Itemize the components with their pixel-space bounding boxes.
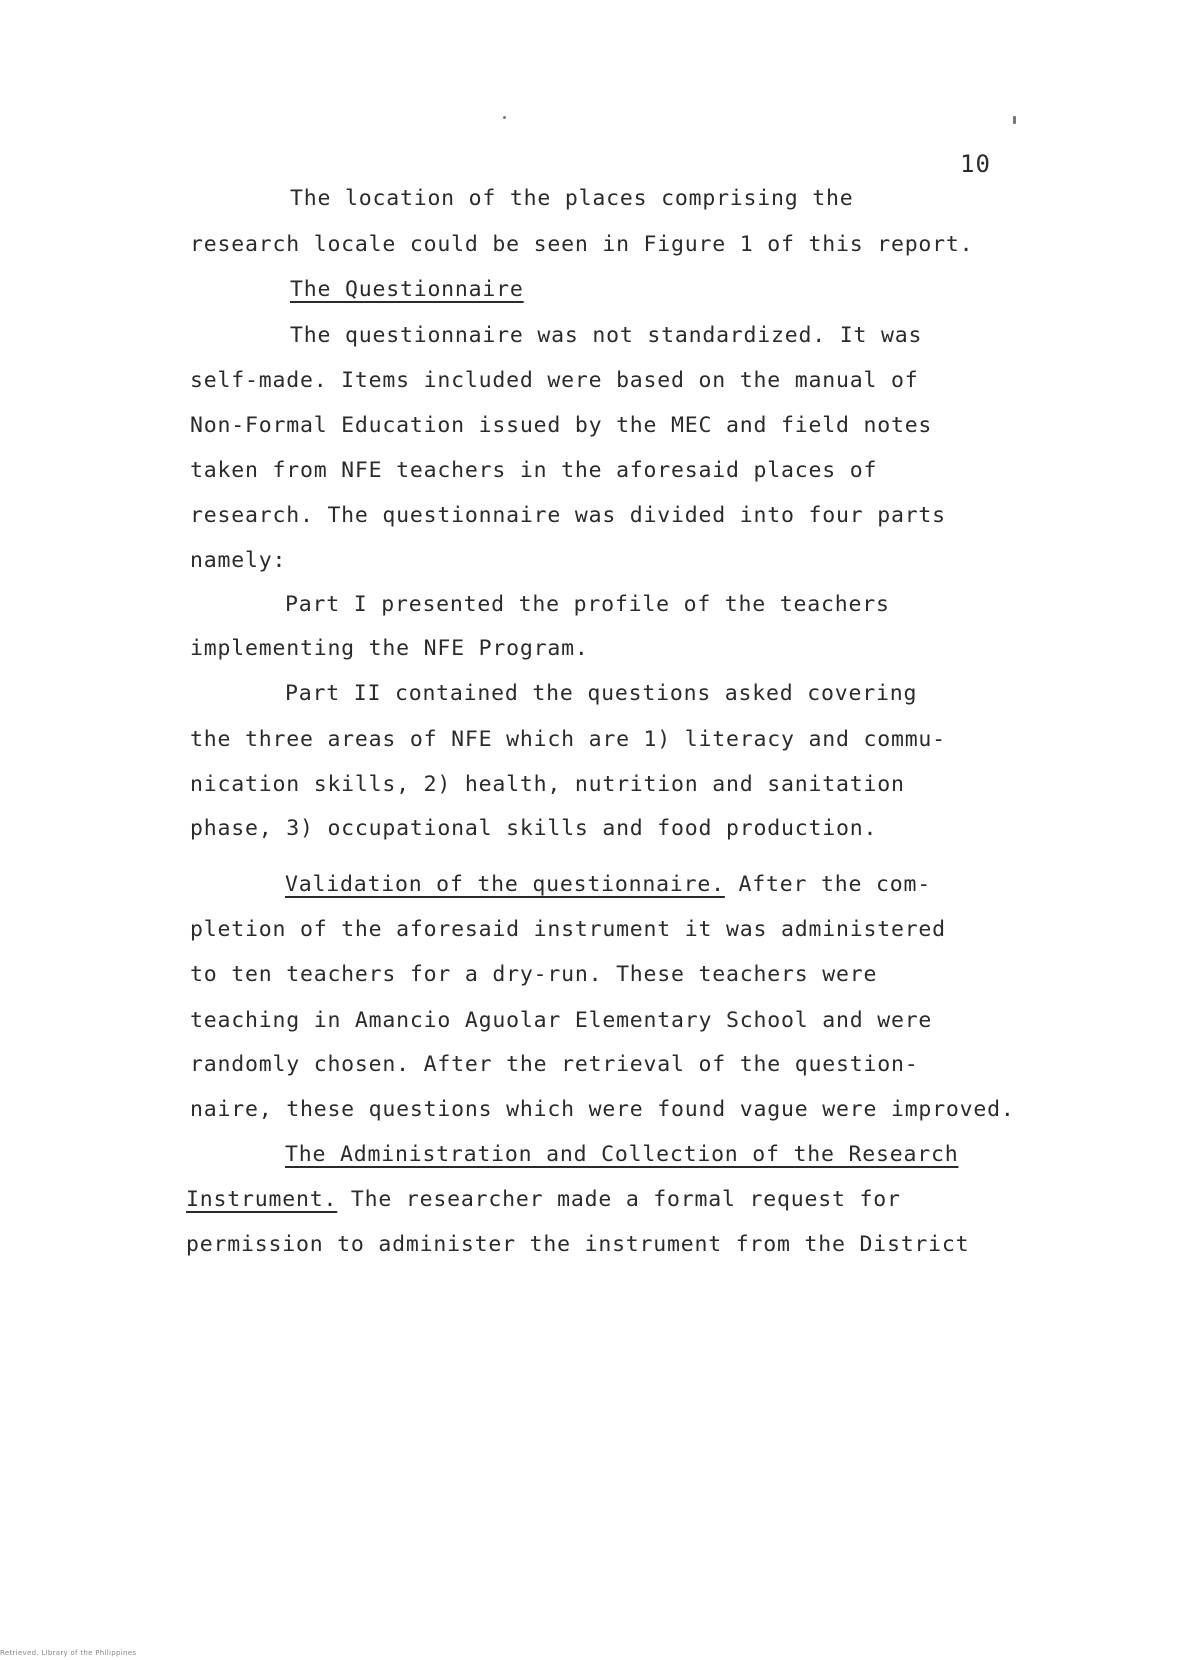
- text-line: The location of the places comprising the: [290, 186, 854, 211]
- text-line: randomly chosen. After the retrieval of the question-: [190, 1052, 919, 1077]
- subsection-heading: Instrument.: [186, 1187, 338, 1212]
- text-line: Non-Formal Education issued by the MEC and field notes: [190, 413, 933, 438]
- text-line: research. The questionnaire was divided into four parts: [190, 503, 946, 528]
- text-line: Part II contained the questions asked covering: [285, 681, 918, 706]
- scan-footer: Retrieved. Library of the Philippines: [0, 1649, 137, 1657]
- text-line: taken from NFE teachers in the aforesaid places of: [190, 458, 878, 483]
- text-line: self-made. Items included were based on the manual of: [190, 368, 919, 393]
- text-line: [186, 1187, 901, 1212]
- text-line: Part I presented the profile of the teachers: [285, 592, 890, 617]
- text-line: naire, these questions which were found vague were improved.: [190, 1097, 1015, 1122]
- scan-speck: [1013, 116, 1016, 124]
- text-line: to ten teachers for a dry-run. These teachers were: [190, 962, 878, 987]
- text-span: The researcher made a formal request for: [337, 1187, 901, 1212]
- page-number: 10: [960, 150, 991, 178]
- scan-speck: [503, 116, 506, 119]
- text-line: pletion of the aforesaid instrument it was administered: [190, 917, 946, 942]
- text-line: research locale could be seen in Figure 1 of this report.: [190, 232, 974, 257]
- section-heading: The Questionnaire: [290, 277, 524, 302]
- subsection-heading: Validation of the questionnaire.: [285, 872, 725, 897]
- text-line: phase, 3) occupational skills and food production.: [190, 816, 878, 841]
- text-line: implementing the NFE Program.: [190, 636, 589, 661]
- text-line: nication skills, 2) health, nutrition and sanitation: [190, 772, 905, 797]
- text-span: After the com-: [724, 872, 931, 897]
- text-line: the three areas of NFE which are 1) literacy and commu-: [190, 727, 946, 752]
- text-line: [285, 872, 931, 897]
- text-line: The questionnaire was not standardized. It was: [290, 323, 923, 348]
- text-line: namely:: [190, 548, 287, 573]
- subsection-heading: The Administration and Collection of the Research: [285, 1142, 959, 1167]
- text-line: teaching in Amancio Aguolar Elementary School and were: [190, 1008, 933, 1033]
- text-line: permission to administer the instrument from the District: [186, 1232, 970, 1257]
